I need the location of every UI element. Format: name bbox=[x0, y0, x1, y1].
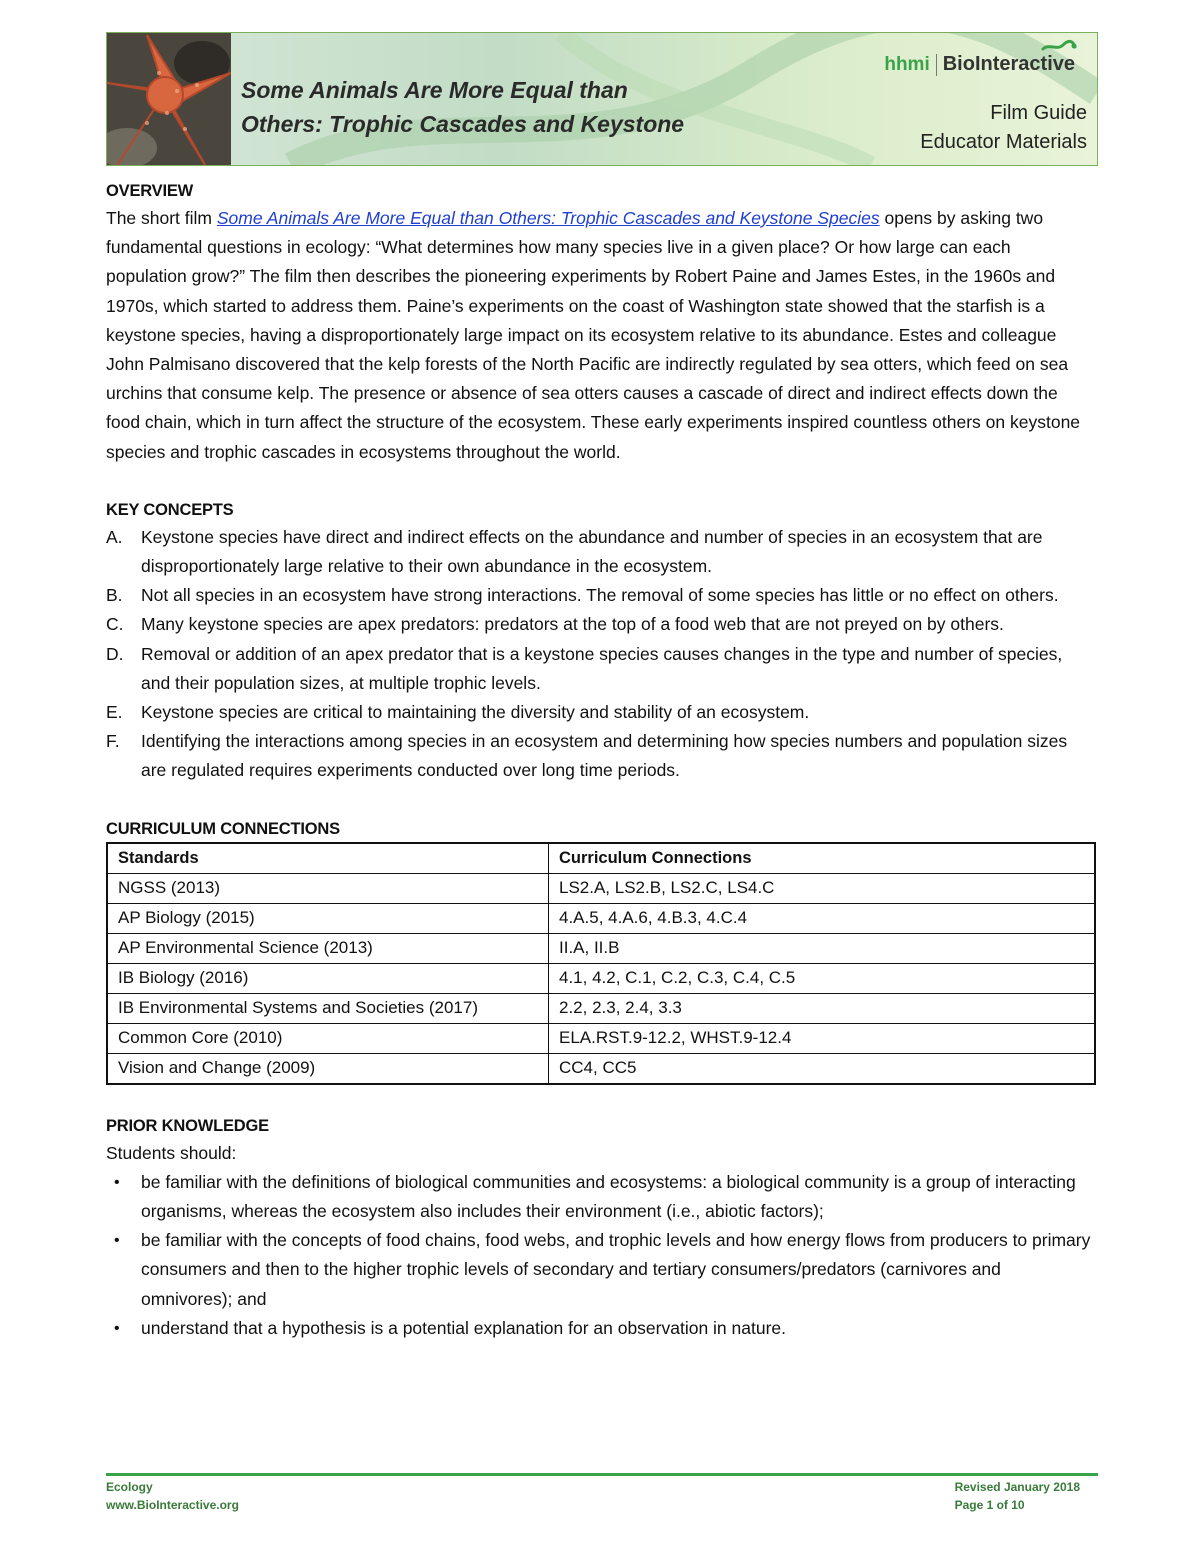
column-header-connections: Curriculum Connections bbox=[549, 843, 1096, 874]
table-cell: II.A, II.B bbox=[549, 933, 1096, 963]
table-row bbox=[107, 933, 1095, 963]
table-row bbox=[107, 873, 1095, 903]
table-cell: IB Biology (2016) bbox=[107, 963, 549, 993]
list-item: D. Removal or addition of an apex predator that is a keystone species causes changes in the type and number of species, and their population sizes, at multiple trophic levels. bbox=[106, 643, 1063, 693]
footer-left bbox=[106, 1478, 239, 1514]
list-item: B. Not all species in an ecosystem have strong interactions. The removal of some species has little or no effect on others. bbox=[106, 585, 1059, 606]
table-header-row bbox=[107, 843, 1095, 874]
table-cell: 4.A.5, 4.A.6, 4.B.3, 4.C.4 bbox=[549, 903, 1096, 933]
bullet-icon: • bbox=[114, 1173, 120, 1191]
list-item: C. Many keystone species are apex predators: predators at the top of a food web that are not preyed on by others. bbox=[106, 614, 1004, 635]
section-heading-curriculum: CURRICULUM CONNECTIONS bbox=[106, 819, 340, 838]
list-item: • understand that a hypothesis is a potential explanation for an observation in nature. bbox=[106, 1314, 1096, 1343]
list-item: • be familiar with the concepts of food chains, food webs, and trophic levels and how energy flows from producers to primary consumers and then to the higher trophic levels of secondary and tertiary consumers/predators (carnivores and omnivores); and bbox=[106, 1226, 1096, 1314]
table-cell: Common Core (2010) bbox=[107, 1023, 549, 1053]
curriculum-table bbox=[106, 842, 1096, 1085]
gecko-icon bbox=[1041, 37, 1077, 57]
table-cell: NGSS (2013) bbox=[107, 873, 549, 903]
table-cell: Vision and Change (2009) bbox=[107, 1053, 549, 1084]
bullet-icon: • bbox=[114, 1232, 120, 1250]
table-row bbox=[107, 903, 1095, 933]
list-item: A. Keystone species have direct and indirect effects on the abundance and number of species in an ecosystem that are disproportionately large relative to their own abundance in the ecosystem. bbox=[106, 526, 1043, 577]
table-cell: AP Environmental Science (2013) bbox=[107, 933, 549, 963]
footer-subject: Ecology bbox=[106, 1480, 153, 1494]
table-cell: 2.2, 2.3, 2.4, 3.3 bbox=[549, 993, 1096, 1023]
document-type: Film Guide Educator Materials bbox=[920, 102, 1087, 153]
table-cell: 4.1, 4.2, C.1, C.2, C.3, C.4, C.5 bbox=[549, 963, 1096, 993]
table-row bbox=[107, 963, 1095, 993]
biointeractive-logo: hhmi BioInteractive bbox=[884, 53, 1075, 76]
table-cell: CC4, CC5 bbox=[549, 1053, 1096, 1084]
document-body bbox=[106, 178, 1096, 1343]
section-heading-overview: OVERVIEW bbox=[106, 182, 194, 200]
list-item: F. Identifying the interactions among species in an ecosystem and determining how species numbers and population sizes are regulated requires experiments conducted over long time periods. bbox=[106, 731, 1068, 781]
footer-page-number: Page 1 of 10 bbox=[954, 1498, 1025, 1512]
starfish-photo bbox=[107, 33, 231, 165]
overview-paragraph: The short film Some Animals Are More Equal than Others: Trophic Cascades and Keystone Species opens by asking two fundamental questions in ecology: “What determines how many species live in a given place? Or how large can each population grow?” The film then describes the pioneering experiments by Robert Paine and James Estes, in the 1960s and 1970s, which started to address them. Paine’s experiments on the coast of Washington state showed that the starfish is a keystone species, having a disproportionately large impact on its ecosystem relative to its abundance. Estes and colleague John Palmisano discovered that the kelp forests of the North Pacific are indirectly regulated by sea otters, which feed on sea urchins that consume kelp. The presence or absence of sea otters causes a cascade of direct and indirect effects down the food chain, which in turn affect the structure of the ecosystem. These early experiments inspired countless others on keystone species and trophic cascades in ecosystems throughout the world. bbox=[106, 208, 1081, 462]
table-cell: AP Biology (2015) bbox=[107, 903, 549, 933]
film-link[interactable]: Some Animals Are More Equal than Others: Trophic Cascades and Keystone Species bbox=[216, 208, 880, 228]
key-concepts-list bbox=[106, 523, 1096, 786]
table-cell: LS2.A, LS2.B, LS2.C, LS4.C bbox=[549, 873, 1096, 903]
prior-knowledge-list bbox=[106, 1168, 1096, 1343]
footer-revised: Revised January 2018 bbox=[954, 1480, 1080, 1494]
document-title: Some Animals Are More Equal than Others: Trophic Cascades and Keystone bbox=[241, 77, 685, 137]
column-header-standards: Standards bbox=[107, 843, 549, 874]
header-banner bbox=[106, 32, 1098, 166]
footer-website-link[interactable]: www.BioInteractive.org bbox=[106, 1498, 239, 1512]
table-cell: ELA.RST.9-12.2, WHST.9-12.4 bbox=[549, 1023, 1096, 1053]
footer-divider bbox=[106, 1473, 1098, 1476]
bullet-icon: • bbox=[114, 1319, 120, 1337]
prior-knowledge-intro: Students should: bbox=[106, 1142, 237, 1163]
table-row bbox=[107, 1023, 1095, 1053]
section-heading-prior-knowledge: PRIOR KNOWLEDGE bbox=[106, 1116, 269, 1135]
section-heading-key-concepts: KEY CONCEPTS bbox=[106, 500, 234, 519]
table-row bbox=[107, 1053, 1095, 1084]
table-row bbox=[107, 993, 1095, 1023]
list-item: E. Keystone species are critical to maintaining the diversity and stability of an ecosystem. bbox=[106, 702, 810, 723]
table-cell: IB Environmental Systems and Societies (2017) bbox=[107, 993, 549, 1023]
list-item: • be familiar with the definitions of biological communities and ecosystems: a biological community is a group of interacting organisms, whereas the ecosystem also includes their environment (i.e., abiotic factors); bbox=[106, 1168, 1096, 1226]
footer-right bbox=[955, 1478, 1080, 1514]
